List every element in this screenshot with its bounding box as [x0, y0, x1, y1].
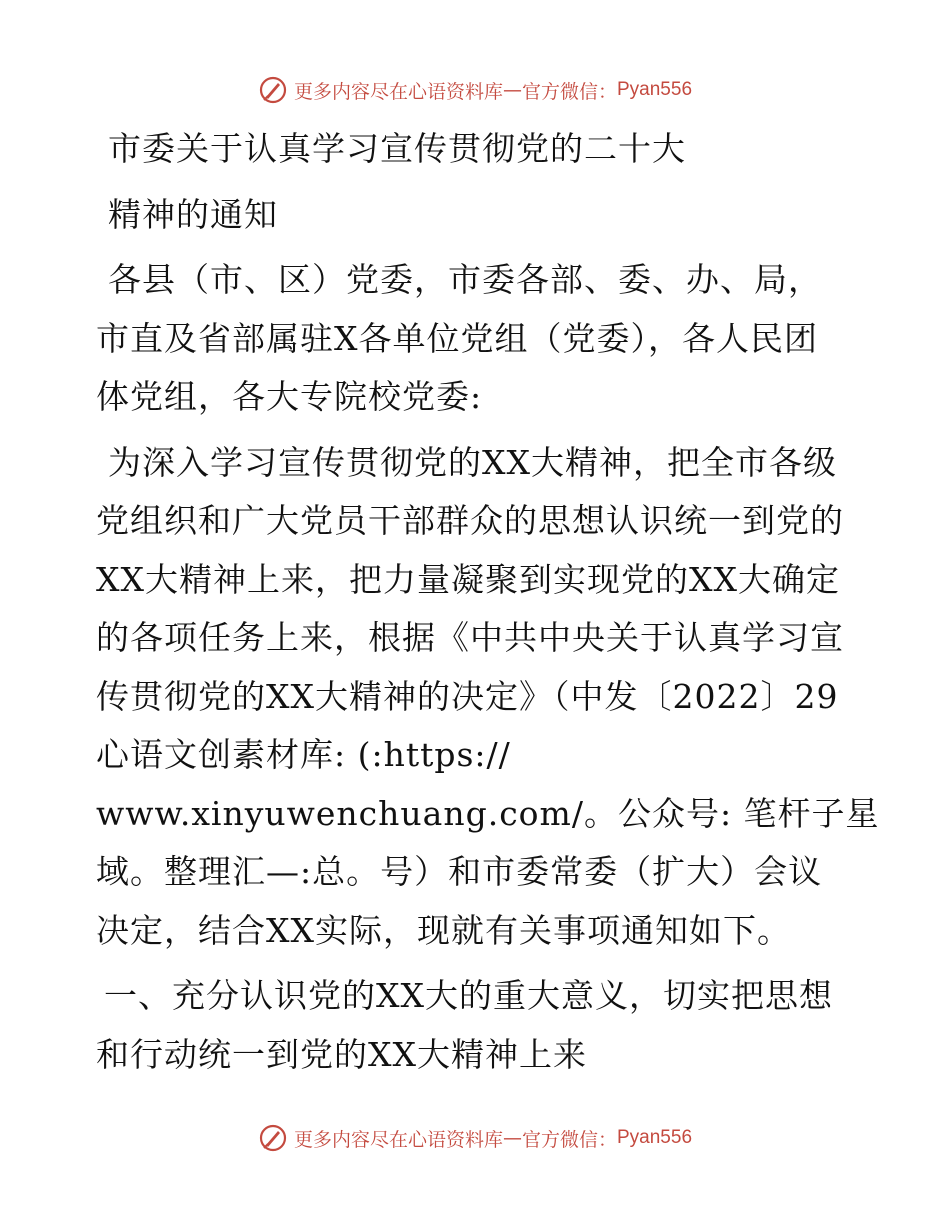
body-line-1: 为深入学习宣传贯彻党的XX大精神，把全市各级: [108, 442, 837, 482]
body-line-5: 传贯彻党的XX大精神的决定》（中发〔2022〕29: [96, 676, 839, 716]
top-watermark-banner: [0, 70, 950, 110]
body-line-4: 的各项任务上来，根据《中共中央关于认真学习宣: [96, 618, 844, 657]
banner-dash: —: [502, 79, 522, 101]
quill-logo-icon: [258, 1123, 288, 1153]
banner-main-text: 更多内容尽在心语资料库: [293, 1128, 503, 1151]
salutation-line-1: 各县（市、区）党委，市委各部、委、办、局，: [108, 260, 822, 299]
salutation-line-2: 市直及省部属驻X各单位党组（党委），各人民团: [96, 318, 818, 358]
quill-logo-icon: [258, 75, 288, 105]
body-line-3: XX大精神上来，把力量凝聚到实现党的XX大确定: [96, 559, 840, 599]
section-heading-line-2: 和行动统一到党的XX大精神上来: [96, 1034, 587, 1074]
section-heading-line-1: 一、充分认识党的XX大的重大意义，切实把思想: [104, 976, 833, 1015]
banner-wechat-label: 官方微信：: [521, 80, 617, 103]
banner-wechat-id: Pyan556: [617, 79, 693, 100]
title-line-1: 市委关于认真学习宣传贯彻党的二十大: [108, 129, 686, 168]
banner-wechat-id: Pyan556: [617, 1127, 693, 1148]
body-line-9: 决定，结合XX实际，现就有关事项通知如下。: [96, 910, 791, 950]
banner-main-text: 更多内容尽在心语资料库: [293, 80, 503, 103]
salutation-line-3: 体党组，各大专院校党委:: [96, 377, 483, 416]
bottom-watermark-banner: [0, 1118, 950, 1158]
body-line-8: 域。整理汇—:总。号）和市委常委（扩大）会议: [96, 852, 823, 891]
title-line-2: 精神的通知: [108, 194, 278, 234]
banner-wechat-label: 官方微信：: [521, 1128, 617, 1151]
document-body: [96, 120, 880, 1084]
body-line-2: 党组织和广大党员干部群众的思想认识统一到党的: [96, 501, 844, 540]
body-line-7: www.xinyuwenchuang.com/。公众号: 笔杆子星: [96, 793, 880, 833]
body-line-6: 心语文创素材库: (:https://: [96, 735, 511, 774]
banner-dash: —: [502, 1127, 522, 1149]
